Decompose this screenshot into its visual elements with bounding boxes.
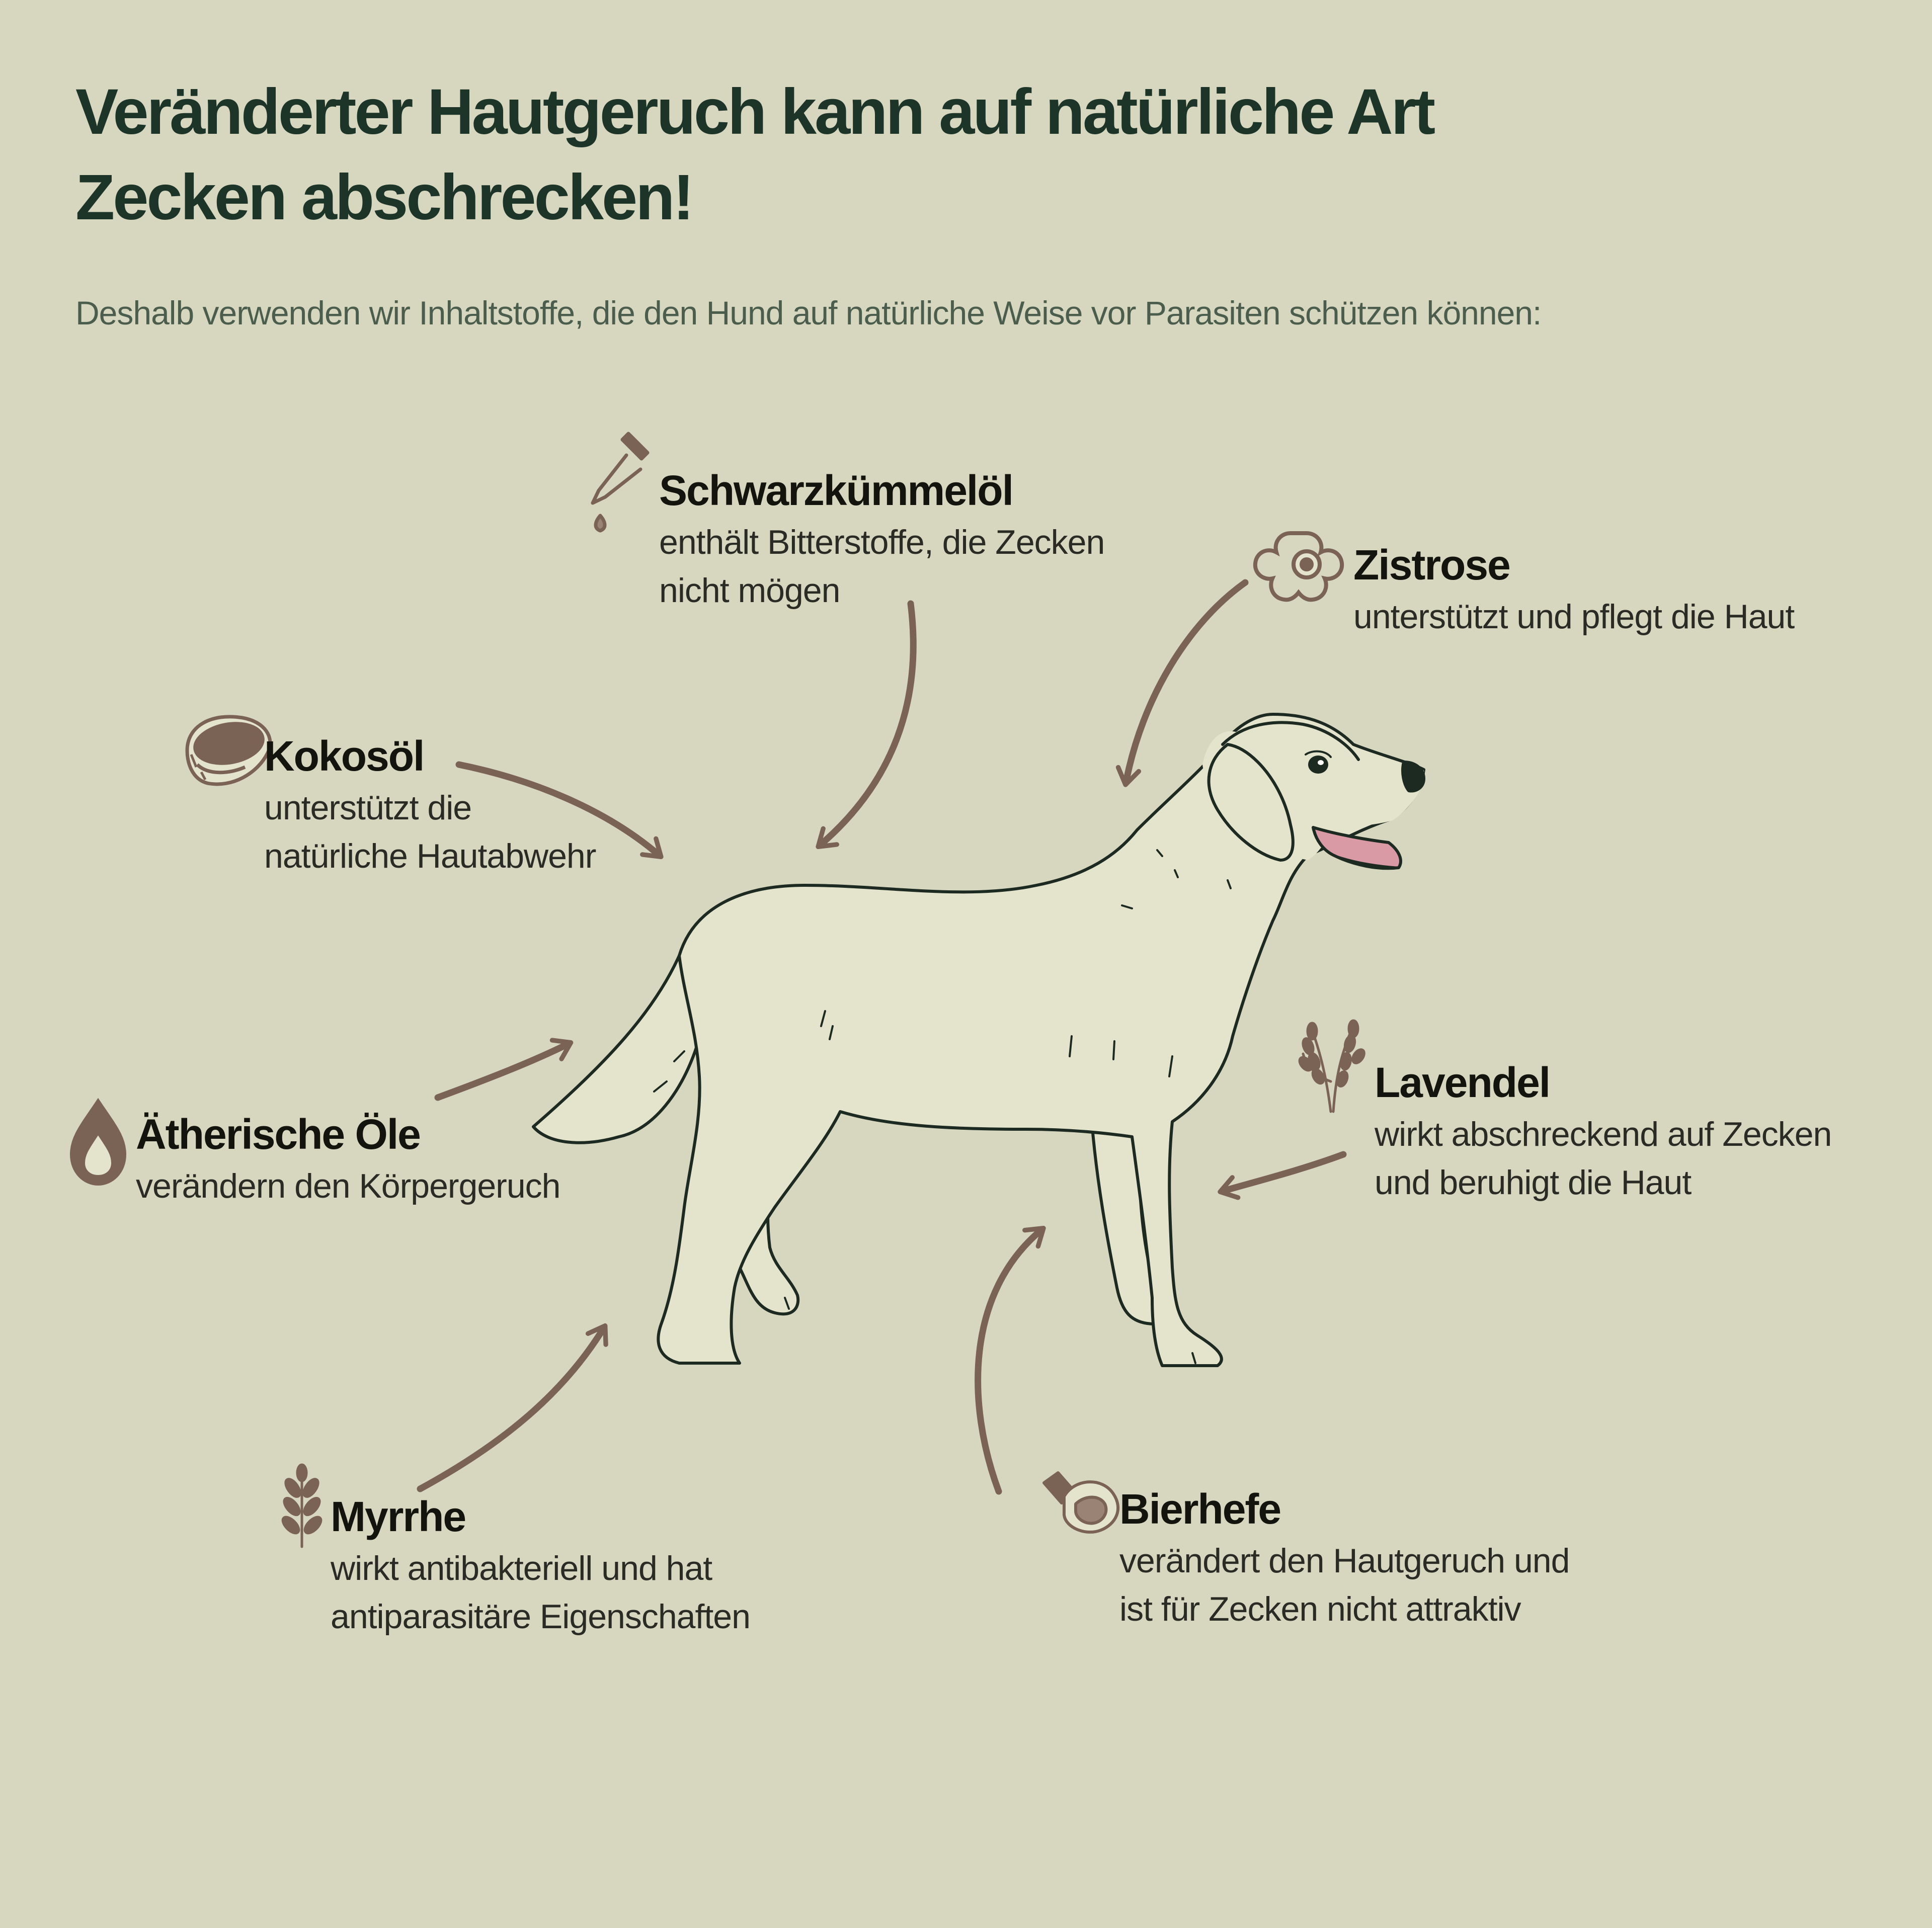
- oil-drop-icon: [72, 1102, 124, 1184]
- ingredient-desc-line: verändern den Körpergeruch: [136, 1167, 560, 1205]
- arrow-aetherische-oele: [438, 1044, 569, 1098]
- ingredient-kokosoel: [264, 728, 596, 880]
- ingredient-desc-line: unterstützt die: [264, 789, 472, 827]
- arrow-myrrhe: [420, 1328, 604, 1489]
- ingredient-desc-line: enthält Bitterstoffe, die Zecken: [659, 523, 1105, 561]
- ingredient-aetherische-oele: [136, 1107, 560, 1210]
- ingredient-title: Lavendel: [1375, 1059, 1550, 1106]
- dog-illustration: [533, 714, 1424, 1366]
- intro-text: Deshalb verwenden wir Inhaltstoffe, die den Hund auf natürliche Weise vor Parasiten schützen können:: [75, 294, 1542, 331]
- ingredient-desc-line: wirkt antibakteriell und hat: [331, 1549, 712, 1587]
- dropper-icon: [593, 434, 648, 531]
- ingredient-title: Schwarzkümmelöl: [659, 467, 1013, 514]
- title-line-2: Zecken abschrecken!: [75, 161, 692, 233]
- flower-icon: [1255, 533, 1342, 600]
- coconut-icon: [187, 717, 270, 784]
- title-line-1: Veränderter Hautgeruch kann auf natürliche Art: [75, 76, 1434, 148]
- ingredient-desc-line: ist für Zecken nicht attraktiv: [1119, 1590, 1521, 1628]
- ingredient-title: Myrrhe: [331, 1493, 466, 1540]
- myrrh-branch-icon: [280, 1465, 324, 1547]
- ingredient-desc-line: nicht mögen: [659, 571, 840, 610]
- ingredient-bierhefe: [1119, 1481, 1569, 1633]
- ingredient-zistrose: [1353, 537, 1794, 641]
- ingredient-desc-line: und beruhigt die Haut: [1375, 1163, 1692, 1202]
- ingredient-desc-line: unterstützt und pflegt die Haut: [1353, 598, 1795, 636]
- arrow-lavendel: [1223, 1154, 1343, 1191]
- lavender-icon: [1297, 1021, 1366, 1112]
- ingredient-title: Bierhefe: [1119, 1485, 1281, 1533]
- ingredient-myrrhe: [331, 1489, 750, 1641]
- arrow-schwarzkuemmeloel: [820, 604, 913, 845]
- ingredient-desc-line: natürliche Hautabwehr: [264, 837, 596, 875]
- scoop-icon: [1044, 1473, 1118, 1532]
- ingredient-desc-line: antiparasitäre Eigenschaften: [331, 1598, 750, 1636]
- ingredient-schwarzkuemmeloel: [659, 463, 1104, 615]
- ingredient-title: Zistrose: [1353, 541, 1510, 589]
- ingredient-title: Ätherische Öle: [136, 1111, 420, 1158]
- ingredient-title: Kokosöl: [264, 732, 424, 780]
- arrow-bierhefe: [978, 1230, 1041, 1491]
- ingredient-desc-line: verändert den Hautgeruch und: [1119, 1542, 1570, 1580]
- ingredient-lavendel: [1375, 1055, 1831, 1207]
- ingredient-desc-line: wirkt abschreckend auf Zecken: [1375, 1115, 1832, 1153]
